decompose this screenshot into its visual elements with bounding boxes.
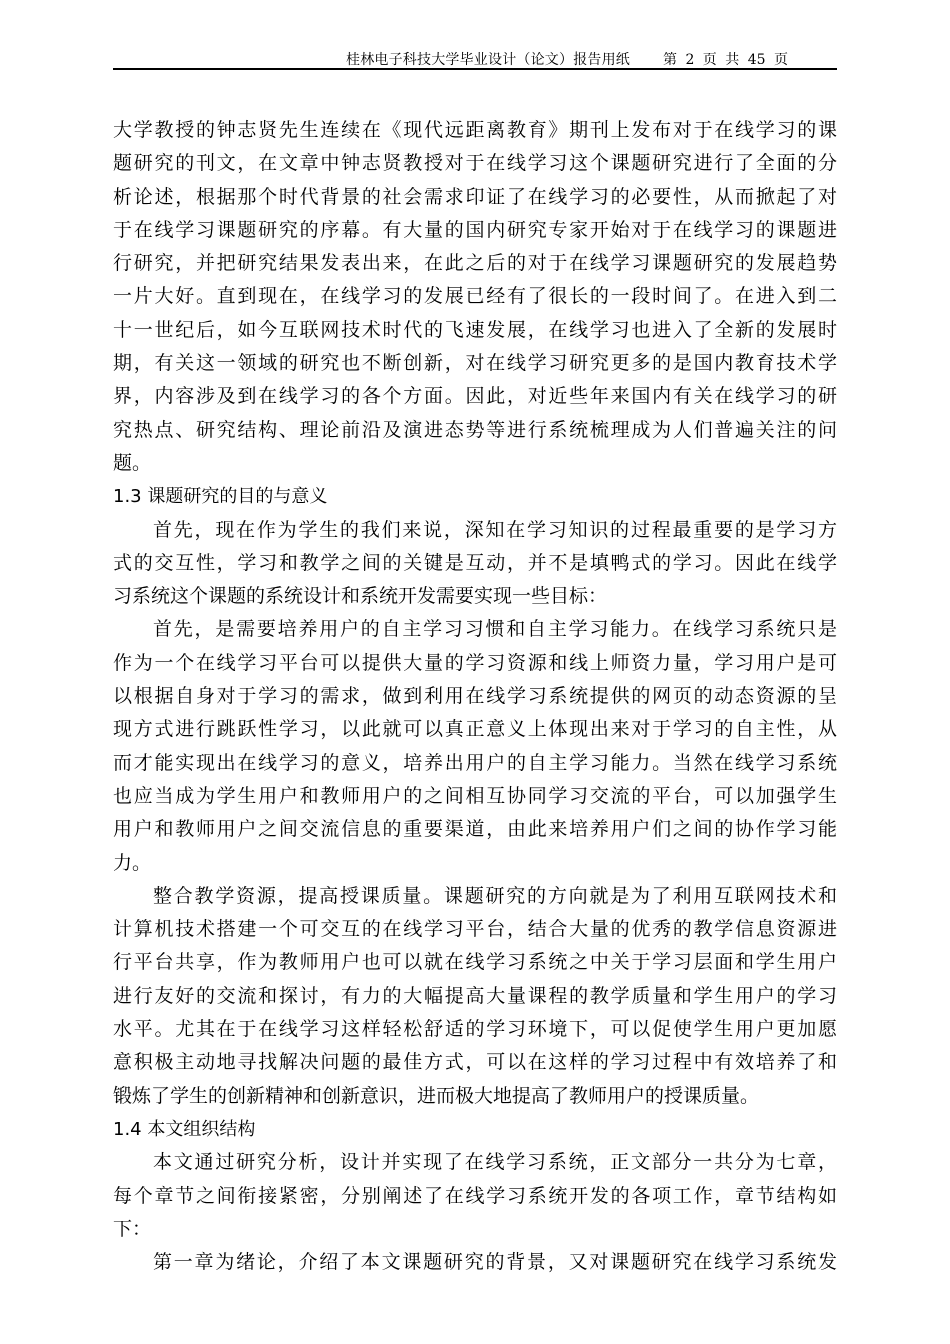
text-line: 也应当成为学生用户和教师用户的之间相互协同学习交流的平台，可以加强学生 xyxy=(113,784,837,807)
text-line: 十一世纪后，如今互联网技术时代的飞速发展，在线学习也进入了全新的发展时 xyxy=(113,318,837,341)
paragraph xyxy=(113,1146,837,1246)
text-line: 本文通过研究分析，设计并实现了在线学习系统，正文部分一共分为七章， xyxy=(153,1151,837,1174)
text-line: 析论述，根据那个时代背景的社会需求印证了在线学习的必要性，从而掀起了对 xyxy=(113,185,837,208)
text-line: 行研究，并把研究结果发表出来，在此之后的对于在线学习课题研究的发展趋势 xyxy=(113,252,837,275)
text-line: 式的交互性，学习和教学之间的关键是互动，并不是填鸭式的学习。因此在线学 xyxy=(113,551,837,574)
text-line: 下： xyxy=(113,1217,152,1240)
section-heading-1-3: 1.3 课题研究的目的与意义 xyxy=(113,486,328,508)
text-line: 第一章为绪论，介绍了本文课题研究的背景，又对课题研究在线学习系统发 xyxy=(153,1251,837,1274)
text-line: 每个章节之间衔接紧密，分别阐述了在线学习系统开发的各项工作，章节结构如 xyxy=(113,1184,837,1207)
text-line: 期，有关这一领域的研究也不断创新，对在线学习研究更多的是国内教育技术学 xyxy=(113,352,837,375)
paragraph xyxy=(113,880,837,1113)
text-line: 究热点、研究结构、理论前沿及演进态势等进行系统梳理成为人们普遍关注的问 xyxy=(113,418,837,441)
section-heading-1-4: 1.4 本文组织结构 xyxy=(113,1118,256,1140)
text-line: 现方式进行跳跃性学习，以此就可以真正意义上体现出来对于学习的自主性，从 xyxy=(113,718,837,741)
header-page-number: 第 2 页 共 45 页 xyxy=(663,52,788,68)
text-line: 大学教授的钟志贤先生连续在《现代远距离教育》期刊上发布对于在线学习的课 xyxy=(113,119,837,141)
paragraph xyxy=(113,114,837,480)
text-line: 水平。尤其在于在线学习这样轻松舒适的学习环境下，可以促使学生用户更加愿 xyxy=(113,1018,837,1041)
text-line: 整合教学资源，提高授课质量。课题研究的方向就是为了利用互联网技术和 xyxy=(153,884,837,907)
text-line: 题。 xyxy=(113,451,152,474)
header-university-title: 桂林电子科技大学毕业设计（论文）报告用纸 xyxy=(346,52,630,68)
text-line: 而才能实现出在线学习的意义，培养出用户的自主学习能力。当然在线学习系统 xyxy=(113,751,837,774)
paragraph xyxy=(113,1246,837,1279)
text-line: 于在线学习课题研究的序幕。有大量的国内研究专家开始对于在线学习的课题进 xyxy=(113,218,837,241)
text-line: 锻炼了学生的创新精神和创新意识，进而极大地提高了教师用户的授课质量。 xyxy=(113,1084,760,1107)
text-line: 计算机技术搭建一个可交互的在线学习平台，结合大量的优秀的教学信息资源进 xyxy=(113,918,837,941)
text-line: 力。 xyxy=(113,851,152,874)
text-line: 习系统这个课题的系统设计和系统开发需要实现一些目标： xyxy=(113,585,608,608)
paragraph xyxy=(113,613,837,879)
text-line: 用户和教师用户之间交流信息的重要渠道，由此来培养用户们之间的协作学习能 xyxy=(113,818,837,841)
text-line: 行平台共享，作为教师用户也可以就在线学习系统之中关于学习层面和学生用户 xyxy=(113,951,837,974)
text-line: 首先，是需要培养用户的自主学习习惯和自主学习能力。在线学习系统只是 xyxy=(153,618,837,641)
paragraph xyxy=(113,514,837,614)
document-body xyxy=(113,114,837,1279)
text-line: 界，内容涉及到在线学习的各个方面。因此，对近些年来国内有关在线学习的研 xyxy=(113,385,837,408)
text-line: 一片大好。直到现在，在线学习的发展已经有了很长的一段时间了。在进入到二 xyxy=(113,285,837,308)
page-header xyxy=(113,40,837,70)
text-line: 进行友好的交流和探讨，有力的大幅提高大量课程的教学质量和学生用户的学习 xyxy=(113,984,837,1007)
text-line: 以根据自身对于学习的需求，做到利用在线学习系统提供的网页的动态资源的呈 xyxy=(113,685,837,708)
text-line: 题研究的刊文，在文章中钟志贤教授对于在线学习这个课题研究进行了全面的分 xyxy=(113,152,837,175)
text-line: 作为一个在线学习平台可以提供大量的学习资源和线上师资力量，学习用户是可 xyxy=(113,651,837,674)
text-line: 意积极主动地寻找解决问题的最佳方式，可以在这样的学习过程中有效培养了和 xyxy=(113,1051,837,1074)
text-line: 首先，现在作为学生的我们来说，深知在学习知识的过程最重要的是学习方 xyxy=(153,518,837,541)
